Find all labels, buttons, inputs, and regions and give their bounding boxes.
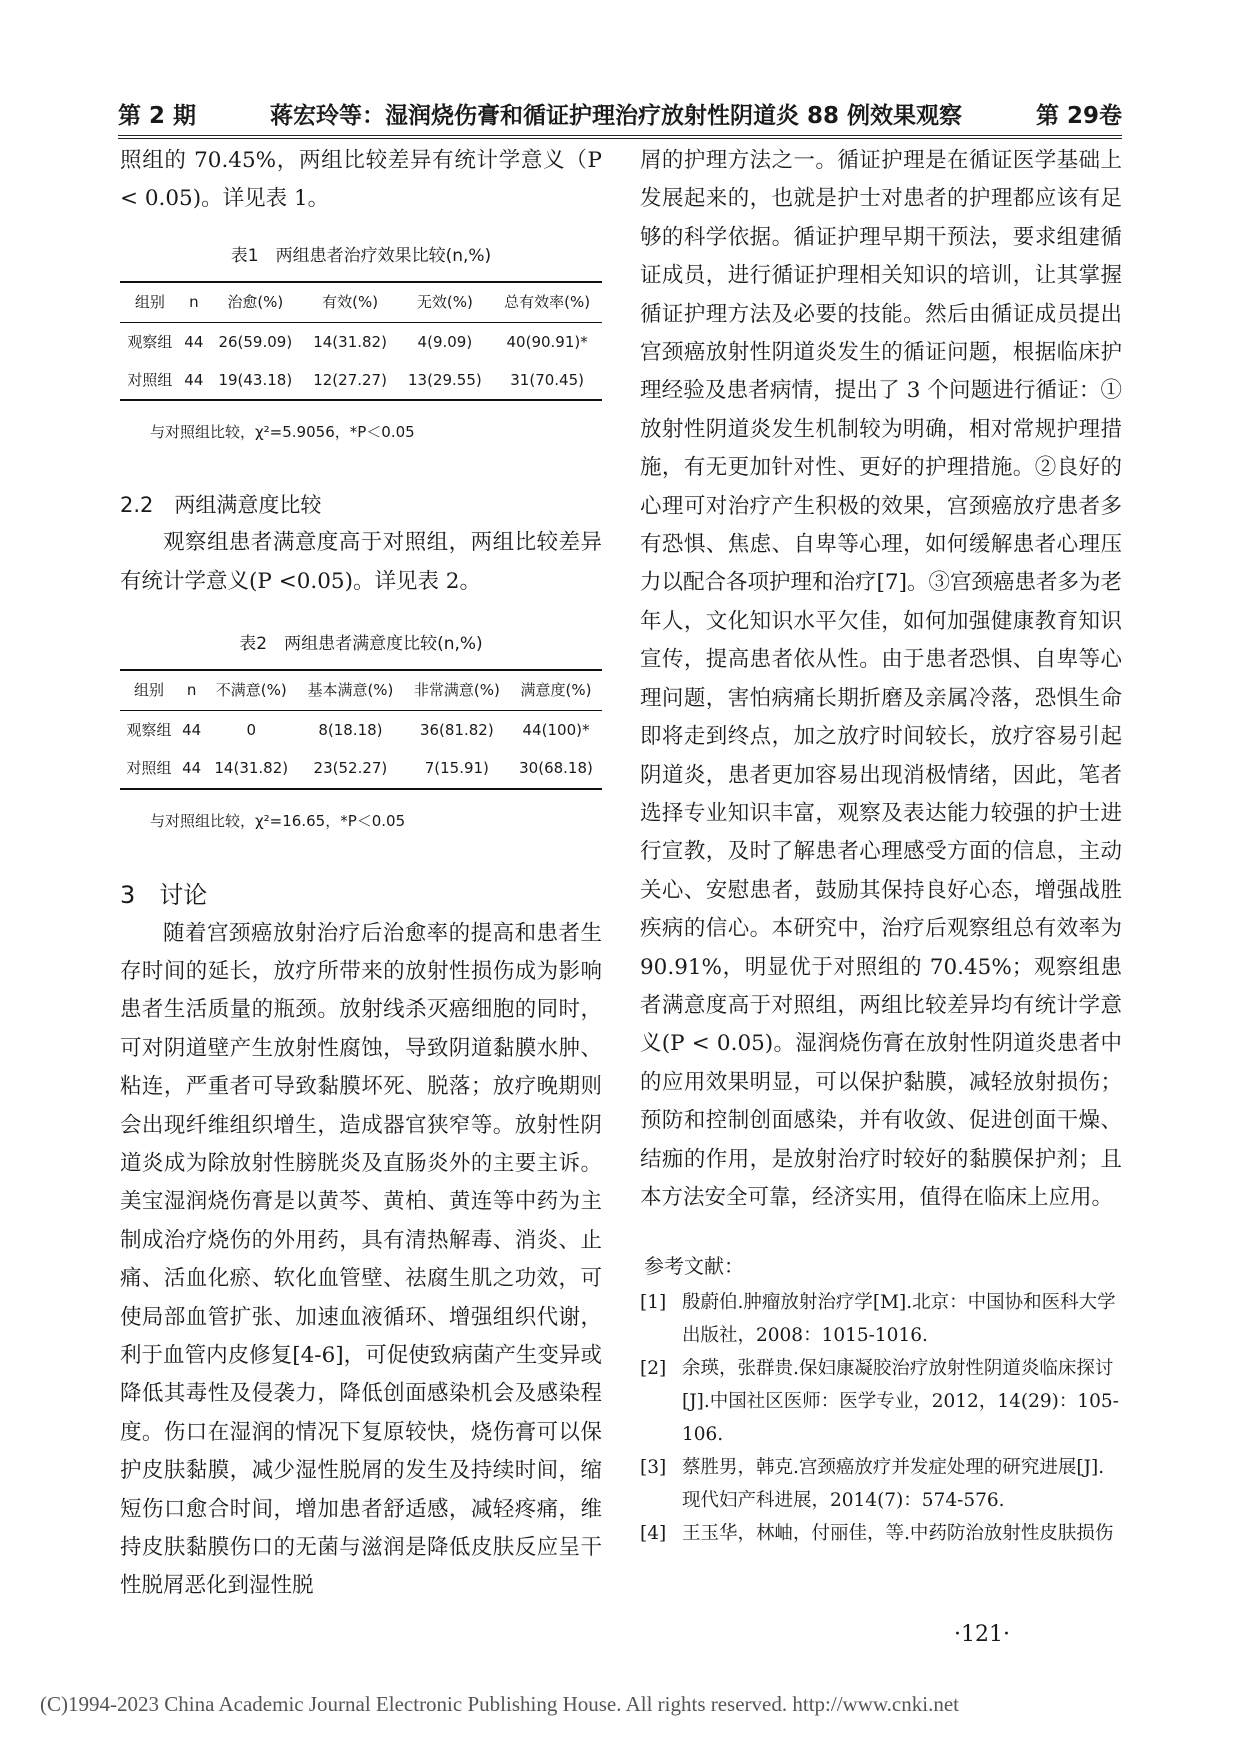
reference-number: [2] [640, 1357, 667, 1379]
header-rule-top [118, 135, 1122, 136]
table-cell: 8(18.18) [318, 720, 383, 739]
table-header-cell: 基本满意(%) [307, 681, 394, 700]
table-cell: 44(100)* [522, 720, 590, 739]
table2 [120, 669, 602, 789]
table-cell: 30(68.18) [519, 759, 593, 778]
table-cell: 12(27.27) [313, 371, 387, 390]
table-cell: 44 [182, 720, 202, 739]
page-number: ·121· [954, 1622, 1010, 1647]
table-header-cell: n [189, 293, 199, 312]
issue-label: 第 2 期 [118, 102, 197, 129]
table-cell: 19(43.18) [218, 371, 293, 390]
table-header-cell: 总有效率(%) [504, 293, 591, 312]
reference-item [640, 1352, 1122, 1451]
table-row [120, 710, 602, 749]
table-cell: 对照组 [127, 371, 173, 390]
reference-number: [3] [640, 1456, 667, 1478]
table-cell: 14(31.82) [214, 759, 289, 778]
table1-caption: 表1 两组患者治疗效果比较(n,%) [230, 245, 492, 266]
reference-item [640, 1517, 1122, 1550]
table-header-cell: 有效(%) [322, 293, 379, 312]
table-cell: 36(81.82) [419, 720, 494, 739]
reference-number: [4] [640, 1522, 667, 1544]
table-cell: 31(70.45) [510, 371, 584, 390]
table-cell: 13(29.55) [408, 371, 482, 390]
reference-item [640, 1286, 1122, 1352]
table-header-cell: 不满意(%) [215, 681, 287, 700]
reference-text: 蔡胜男，韩克.宫颈癌放疗并发症处理的研究进展[J].现代妇产科进展，2014(7)：574-576. [682, 1456, 1105, 1511]
table-cell: 观察组 [126, 720, 172, 739]
table-header-cell: 非常满意(%) [413, 681, 500, 700]
running-header [118, 93, 1122, 133]
table-cell: 40(90.91)* [506, 332, 588, 351]
section-2-2-heading: 2.2 两组满意度比较 [120, 492, 322, 517]
references-heading: 参考文献： [644, 1254, 744, 1279]
reference-text: 余瑛，张群贵.保妇康凝胶治疗放射性阴道炎临床探讨[J].中国社区医师：医学专业，2012，14(29)：105-106. [682, 1357, 1119, 1445]
table-header-cell: 治愈(%) [227, 293, 284, 312]
reference-text: 王玉华，林岫，付丽佳，等.中药防治放射性皮肤损伤 [682, 1522, 1114, 1544]
table-row [120, 361, 602, 400]
table-header-cell: 满意度(%) [520, 681, 592, 700]
table-cell: 7(15.91) [424, 759, 489, 778]
discussion-continued-paragraph: 屑的护理方法之一。循证护理是在循证医学基础上发展起来的，也就是护士对患者的护理都应该有足够的科学依据。循证护理早期干预法，要求组建循证成员，进行循证护理相关知识的培训，让其掌握循证护理方法及必要的技能。然后由循证成员提出宫颈癌放射性阴道炎发生的循证问题，根据临床护理经验及患者病情，提出了 3 个问题进行循证：①放射性阴道炎发生机制较为明确，相对常规护理措施，有无更加针对性、更好的护理措施。②良好的心理可对治疗产生积极的效果，宫颈癌放疗患者多有恐惧、焦虑、自卑等心理，如何缓解患者心理压力以配合各项护理和治疗[7]。③宫颈癌患者多为老年人，文化知识水平欠佳，如何加强健康教育知识宣传，提高患者依从性。由于患者恐惧、自卑等心理问题，害怕病痛长期折磨及亲属冷落，恐惧生命即将走到终点，加之放疗时间较长，放疗容易引起阴道炎，患者更加容易出现消极情绪，因此，笔者选择专业知识丰富，观察及表达能力较强的护士进行宣教，及时了解患者心理感受方面的信息，主动关心、安慰患者，鼓励其保持良好心态，增强战胜疾病的信心。本研究中，治疗后观察组总有效率为 90.91%，明显优于对照组的 70.45%；观察组患者满意度高于对照组，两组比较差异均有统计学意义(P < 0.05)。湿润烧伤膏在放射性阴道炎患者中的应用效果明显，可以保护黏膜，减轻放射损伤；预防和控制创面感染，并有收敛、促进创面干燥、结痂的作用，是放射治疗时较好的黏膜保护剂；且本方法安全可靠，经济实用，值得在临床上应用。 [640, 148, 1122, 1210]
table1-note: 与对照组比较，χ²=5.9056，*P＜0.05 [150, 423, 415, 442]
table2-note: 与对照组比较，χ²=16.65，*P＜0.05 [150, 811, 406, 830]
table-header-cell: 组别 [134, 293, 165, 312]
copyright-footer: (C)1994-2023 China Academic Journal Electronic Publishing House. All rights reserved. http://www.cnki.net [40, 1692, 959, 1716]
article-title-header: 蒋宏玲等：湿润烧伤膏和循证护理治疗放射性阴道炎 88 例效果观察 [269, 102, 963, 129]
table1 [120, 281, 602, 401]
table-cell: 0 [246, 720, 257, 739]
header-rule-bottom [118, 138, 1122, 139]
table-cell: 23(52.27) [313, 759, 388, 778]
table-cell: 4(9.09) [417, 332, 473, 351]
table-cell: 44 [182, 759, 202, 778]
table-cell: 对照组 [126, 759, 172, 778]
table-cell: 14(31.82) [313, 332, 387, 351]
references-list [640, 1286, 1122, 1550]
table-header-cell: 无效(%) [416, 293, 473, 312]
table-cell: 44 [184, 371, 204, 390]
section-3-paragraph: 随着宫颈癌放射治疗后治愈率的提高和患者生存时间的延长，放疗所带来的放射性损伤成为影响患者生活质量的瓶颈。放射线杀灭癌细胞的同时，可对阴道壁产生放射性腐蚀，导致阴道黏膜水肿、粘连，严重者可导致黏膜坏死、脱落；放疗晚期则会出现纤维组织增生，造成器官狭窄等。放射性阴道炎成为除放射性膀胱炎及直肠炎外的主要主诉。美宝湿润烧伤膏是以黄芩、黄柏、黄连等中药为主制成治疗烧伤的外用药，具有清热解毒、消炎、止痛、活血化瘀、软化血管壁、祛腐生肌之功效，可使局部血管扩张、加速血液循环、增强组织代谢，利于血管内皮修复[4-6]，可促使致病菌产生变异或降低其毒性及侵袭力，降低创面感染机会及感染程度。伤口在湿润的情况下复原较快，烧伤膏可以保护皮肤黏膜，减少湿性脱屑的发生及持续时间，缩短伤口愈合时间，增加患者舒适感，减轻疼痛，维持皮肤黏膜伤口的无菌与滋润是降低皮肤反应呈干性脱屑恶化到湿性脱 [120, 920, 602, 1599]
table-header-row [120, 670, 602, 710]
reference-number: [1] [640, 1291, 667, 1313]
intro-paragraph: 照组的 70.45%，两组比较差异有统计学意义（P < 0.05)。详见表 1。 [120, 148, 602, 212]
table-row [120, 322, 602, 361]
section-2-2-paragraph: 观察组患者满意度高于对照组，两组比较差异有统计学意义(P <0.05)。详见表 2。 [120, 530, 602, 594]
table-cell: 26(59.09) [218, 332, 293, 351]
table2-caption: 表2 两组患者满意度比较(n,%) [239, 634, 483, 655]
right-column [640, 142, 1122, 1550]
volume-label: 第 29卷 [1035, 102, 1122, 129]
table-header-cell: 组别 [133, 681, 164, 700]
table-cell: 44 [184, 332, 204, 351]
table-row [120, 749, 602, 788]
left-column [120, 142, 602, 1606]
reference-item [640, 1451, 1122, 1517]
table-header-cell: n [186, 681, 197, 700]
table-header-row [120, 282, 602, 322]
section-3-heading: 3 讨论 [120, 881, 208, 910]
table-cell: 观察组 [127, 332, 173, 351]
reference-text: 殷蔚伯.肿瘤放射治疗学[M].北京：中国协和医科大学出版社，2008：1015-1016. [682, 1291, 1116, 1346]
